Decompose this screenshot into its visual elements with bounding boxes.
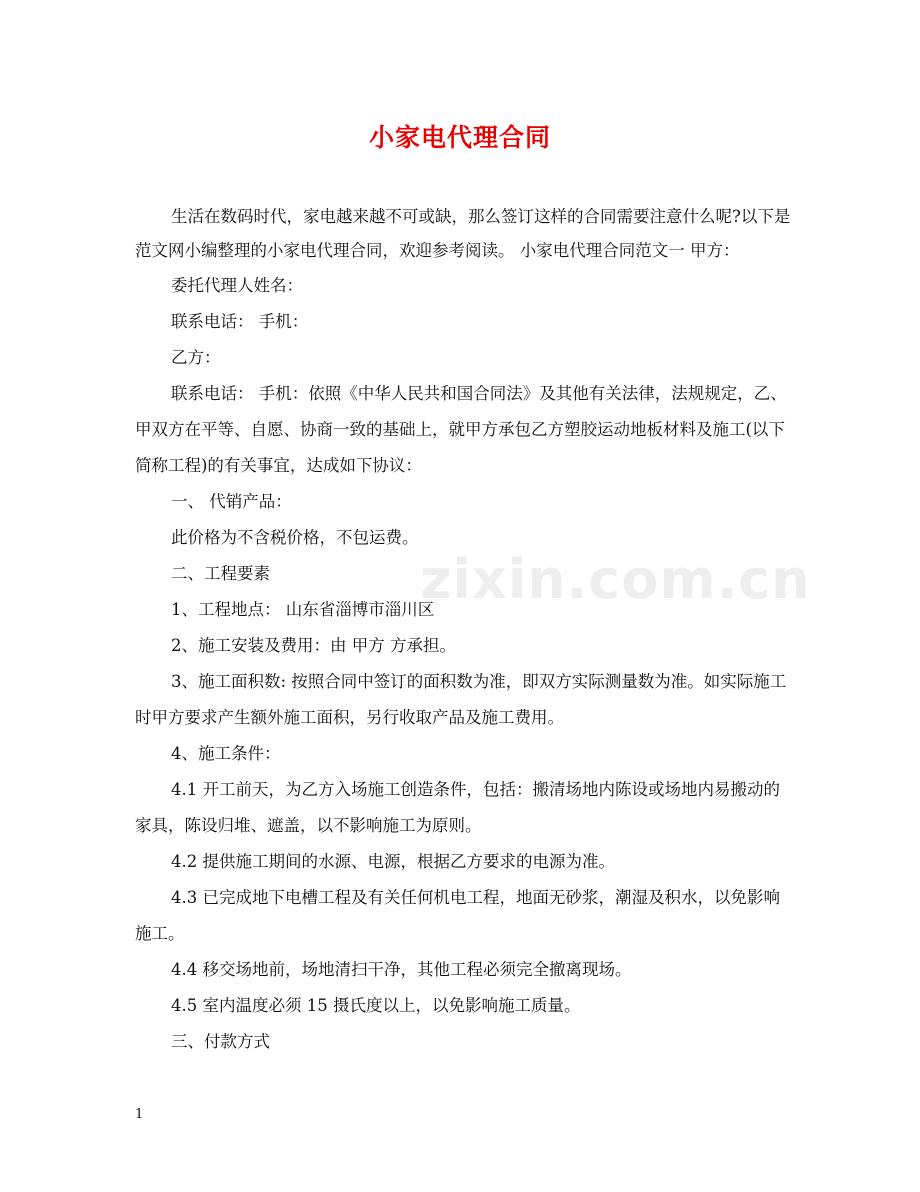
paragraph-condition-4-4: 4.4 移交场地前，场地清扫干净，其他工程必须完全撤离现场。	[171, 960, 632, 979]
paragraph-construction-area: 3、施工面积数: 按照合同中签订的面积数为准，即双方实际测量数为准。如实际施工时甲方要求产生额外施工面积，另行收取产品及施工费用。	[135, 672, 787, 727]
paragraph-party-b: 乙方：	[171, 348, 221, 367]
paragraph-condition-4-1: 4.1 开工前天，为乙方入场施工创造条件，包括：搬清场地内陈设或场地内易搬动的家具，陈设归堆、遮盖，以不影响施工为原则。	[135, 780, 780, 835]
page-number: 1	[135, 1107, 144, 1122]
watermark-text: zixin.com.cn	[420, 548, 811, 611]
section-heading-products: 一、 代销产品：	[171, 492, 292, 511]
paragraph-condition-4-2: 4.2 提供施工期间的水源、电源，根据乙方要求的电源为准。	[171, 852, 615, 871]
paragraph-project-location: 1、工程地点： 山东省淄博市淄川区	[171, 600, 435, 619]
paragraph-intro: 生活在数码时代，家电越来越不可或缺，那么签订这样的合同需要注意什么呢?以下是范文网小编整理的小家电代理合同，欢迎参考阅读。 小家电代理合同范文一 甲方：	[135, 207, 791, 260]
section-heading-project-elements: 二、工程要素	[171, 564, 270, 583]
paragraph-condition-4-3: 4.3 已完成地下电槽工程及有关任何机电工程，地面无砂浆，潮湿及积水，以免影响施工。	[135, 888, 780, 943]
paragraph-party-a-phone: 联系电话： 手机：	[171, 312, 309, 331]
paragraph-construction-conditions: 4、施工条件：	[171, 744, 281, 763]
paragraph-installation-cost: 2、施工安装及费用：由 甲方 方承担。	[171, 636, 456, 655]
paragraph-party-b-phone-agreement: 联系电话： 手机：依照《中华人民共和国合同法》及其他有关法律，法规规定，乙、甲双方在平等、自愿、协商一致的基础上，就甲方承包乙方塑胶运动地板材料及施工(以下简称工程)的有关事宜，达成如下协议：	[135, 384, 787, 475]
document-body	[135, 200, 795, 1060]
paragraph-condition-4-5: 4.5 室内温度必须 15 摄氏度以上，以免影响施工质量。	[171, 996, 581, 1015]
document-title: 小家电代理合同	[368, 123, 551, 152]
paragraph-agent-name: 委托代理人姓名：	[171, 276, 303, 295]
paragraph-price-note: 此价格为不含税价格，不包运费。	[171, 528, 419, 547]
section-heading-payment: 三、付款方式	[171, 1032, 270, 1051]
